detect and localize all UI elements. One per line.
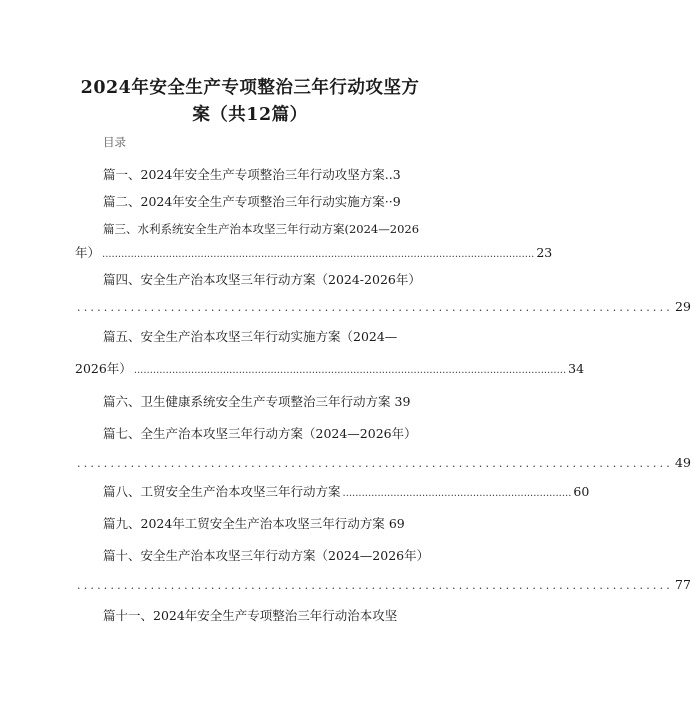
toc-entry-10[interactable]	[103, 548, 443, 564]
toc-entry-7[interactable]	[103, 426, 443, 442]
toc-entry-8-title: 篇八、工贸安全生产治本攻坚三年行动方案	[103, 484, 341, 499]
toc-entry-3-page: 23	[536, 245, 553, 260]
toc-entry-11[interactable]	[103, 608, 443, 624]
toc-entry-10-title: 篇十、安全生产治本攻坚三年行动方案（2024—2026年）	[103, 548, 430, 563]
toc-entry-9-page: 69	[388, 516, 405, 531]
toc-label: 目录	[103, 135, 126, 149]
toc-dot-leader: ........................................................................................................................................	[102, 249, 535, 260]
toc-entry-7-page: 49	[675, 455, 691, 470]
toc-entry-7-cont[interactable]	[75, 455, 691, 471]
toc-entry-4-title: 篇四、安全生产治本攻坚三年行动方案（2024-2026年）	[103, 272, 421, 287]
document-title-line-2: 案（共12篇）	[192, 105, 308, 125]
toc-dot-leader: ........................................................................	[342, 488, 572, 499]
toc-entry-3-cont[interactable]	[75, 245, 553, 261]
toc-dot-leader: .........................................................................................	[77, 579, 673, 592]
toc-entry-3[interactable]	[103, 221, 443, 237]
toc-entry-11-title: 篇十一、2024年安全生产专项整治三年行动治本攻坚	[103, 608, 398, 623]
toc-entry-10-page: 77	[675, 577, 691, 592]
toc-entry-3-cont-text: 年）	[75, 245, 101, 260]
toc-entry-5-title: 篇五、安全生产治本攻坚三年行动实施方案（2024—	[103, 329, 398, 344]
toc-entry-6-page: 39	[394, 394, 411, 409]
toc-dot-leader: .........................................................................................	[77, 301, 673, 314]
toc-entry-4-cont[interactable]	[75, 299, 691, 315]
toc-entry-1[interactable]	[103, 167, 423, 183]
toc-entry-2-page: 9	[392, 194, 401, 209]
toc-entry-8-page: 60	[573, 484, 590, 499]
toc-dot-leader: ........................................................................................................................................	[133, 365, 567, 376]
toc-entry-2[interactable]	[103, 194, 423, 210]
toc-dot-leader: .........................................................................................	[77, 457, 673, 470]
toc-entry-5[interactable]	[103, 329, 443, 345]
toc-entry-8[interactable]	[103, 484, 590, 500]
toc-entry-4-page: 29	[675, 299, 691, 314]
toc-entry-9-title: 篇九、2024年工贸安全生产治本攻坚三年行动方案	[103, 516, 385, 531]
toc-entry-5-page: 34	[568, 361, 585, 376]
toc-entry-9[interactable]	[103, 516, 443, 532]
toc-entry-4[interactable]	[103, 272, 443, 288]
toc-entry-1-page: 3	[392, 167, 401, 182]
toc-entry-5-cont[interactable]	[75, 361, 585, 377]
toc-entry-3-title: 篇三、水利系统安全生产治本攻坚三年行动方案(2024—2026	[103, 222, 420, 236]
document-title-line-1: 2024年安全生产专项整治三年行动攻坚方	[80, 78, 420, 98]
toc-entry-7-title: 篇七、全生产治本攻坚三年行动方案（2024—2026年）	[103, 426, 417, 441]
toc-entry-6-title: 篇六、卫生健康系统安全生产专项整治三年行动方案	[103, 394, 391, 409]
toc-entry-5-cont-text: 2026年）	[75, 361, 132, 376]
toc-entry-6[interactable]	[103, 394, 443, 410]
toc-entry-1-title: 篇一、2024年安全生产专项整治三年行动攻坚方案..	[103, 167, 393, 182]
toc-entry-10-cont[interactable]	[75, 577, 691, 593]
toc-entry-2-title: 篇二、2024年安全生产专项整治三年行动实施方案··	[103, 194, 393, 209]
